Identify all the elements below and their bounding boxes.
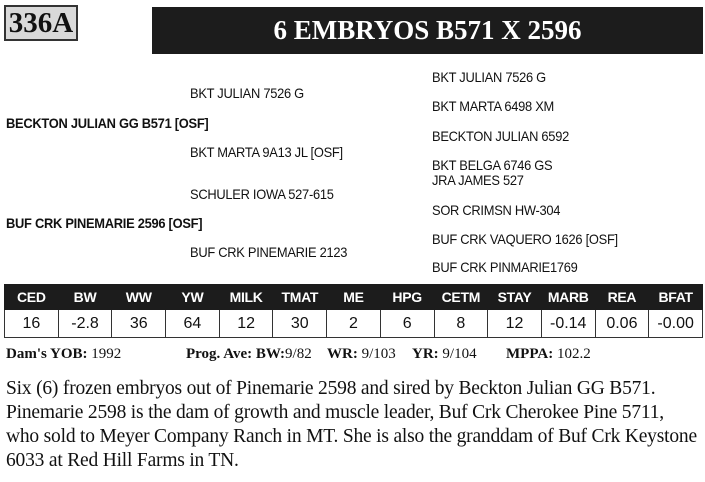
epd-header: MARB <box>541 285 595 310</box>
great-grandparent-5: SOR CRIMSN HW-304 <box>432 202 561 218</box>
epd-header: STAY <box>488 285 542 310</box>
great-grandparent-2: BKT MARTA 6498 XM <box>432 98 555 114</box>
dam-yob <box>6 346 121 363</box>
great-grandparent-4a: BKT BELGA 6746 GS <box>432 157 553 173</box>
epd-table <box>4 284 703 338</box>
prog-ave-label: Prog. Ave: BW: <box>186 346 286 362</box>
epd-value: 12 <box>219 310 273 338</box>
epd-header: HPG <box>380 285 434 310</box>
yr-label: YR: <box>412 346 439 362</box>
great-grandparent-4b: JRA JAMES 527 <box>432 172 524 188</box>
mppa-label: MPPA: <box>506 346 554 362</box>
yr-stat <box>412 346 477 363</box>
epd-header: CETM <box>434 285 488 310</box>
epd-value: -2.8 <box>58 310 112 338</box>
epd-header: TMAT <box>273 285 327 310</box>
dam-yob-value: 1992 <box>91 346 122 362</box>
great-grandparent-7: BUF CRK PINMARIE1769 <box>432 259 578 275</box>
dam-name: BUF CRK PINEMARIE 2596 [OSF] <box>6 215 203 231</box>
sire-name: BECKTON JULIAN GG B571 [OSF] <box>6 115 209 131</box>
epd-value: -0.14 <box>541 310 595 338</box>
great-grandparent-1: BKT JULIAN 7526 G <box>432 69 546 85</box>
lot-number: 336A <box>4 5 78 41</box>
sire-sire: BKT JULIAN 7526 G <box>190 85 304 101</box>
epd-header: CED <box>5 285 59 310</box>
prog-ave <box>186 346 312 363</box>
epd-header: REA <box>595 285 649 310</box>
epd-value: 12 <box>488 310 542 338</box>
dam-dam: BUF CRK PINEMARIE 2123 <box>190 244 348 260</box>
prog-bw-value: 9/82 <box>285 346 312 362</box>
dam-yob-label: Dam's YOB: <box>6 346 88 362</box>
mppa-stat <box>506 346 591 363</box>
epd-value: 16 <box>5 310 59 338</box>
epd-header: BFAT <box>649 285 703 310</box>
epd-header: YW <box>166 285 220 310</box>
epd-value: 64 <box>166 310 220 338</box>
epd-header: ME <box>327 285 381 310</box>
wr-label: WR: <box>327 346 358 362</box>
epd-value: 30 <box>273 310 327 338</box>
great-grandparent-3: BECKTON JULIAN 6592 <box>432 128 569 144</box>
great-grandparent-6: BUF CRK VAQUERO 1626 [OSF] <box>432 231 618 247</box>
epd-value: 2 <box>327 310 381 338</box>
sire-dam: BKT MARTA 9A13 JL [OSF] <box>190 144 343 160</box>
mppa-value: 102.2 <box>556 346 591 362</box>
epd-value: 6 <box>380 310 434 338</box>
epd-header: BW <box>58 285 112 310</box>
epd-value-row <box>5 310 703 338</box>
wr-stat <box>327 346 396 363</box>
lot-title: 6 EMBRYOS B571 X 2596 <box>152 7 703 54</box>
epd-value: 0.06 <box>595 310 649 338</box>
epd-header: MILK <box>219 285 273 310</box>
yr-value: 9/104 <box>442 346 477 362</box>
epd-header-row <box>5 285 703 310</box>
epd-value: 36 <box>112 310 166 338</box>
lot-description: Six (6) frozen embryos out of Pinemarie 2598 and sired by Beckton Julian GG B571. Pinemarie 2598 is the dam of growth and muscle leader, Buf Crk Cherokee Pine 5711, who sold to Meyer Company Ranch in MT. She is also the granddam of Buf Crk Keystone 6033 at Red Hill Farms in TN. <box>6 378 697 471</box>
dam-sire: SCHULER IOWA 527-615 <box>190 186 334 202</box>
epd-value: 8 <box>434 310 488 338</box>
epd-header: WW <box>112 285 166 310</box>
epd-value: -0.00 <box>649 310 703 338</box>
wr-value: 9/103 <box>361 346 396 362</box>
